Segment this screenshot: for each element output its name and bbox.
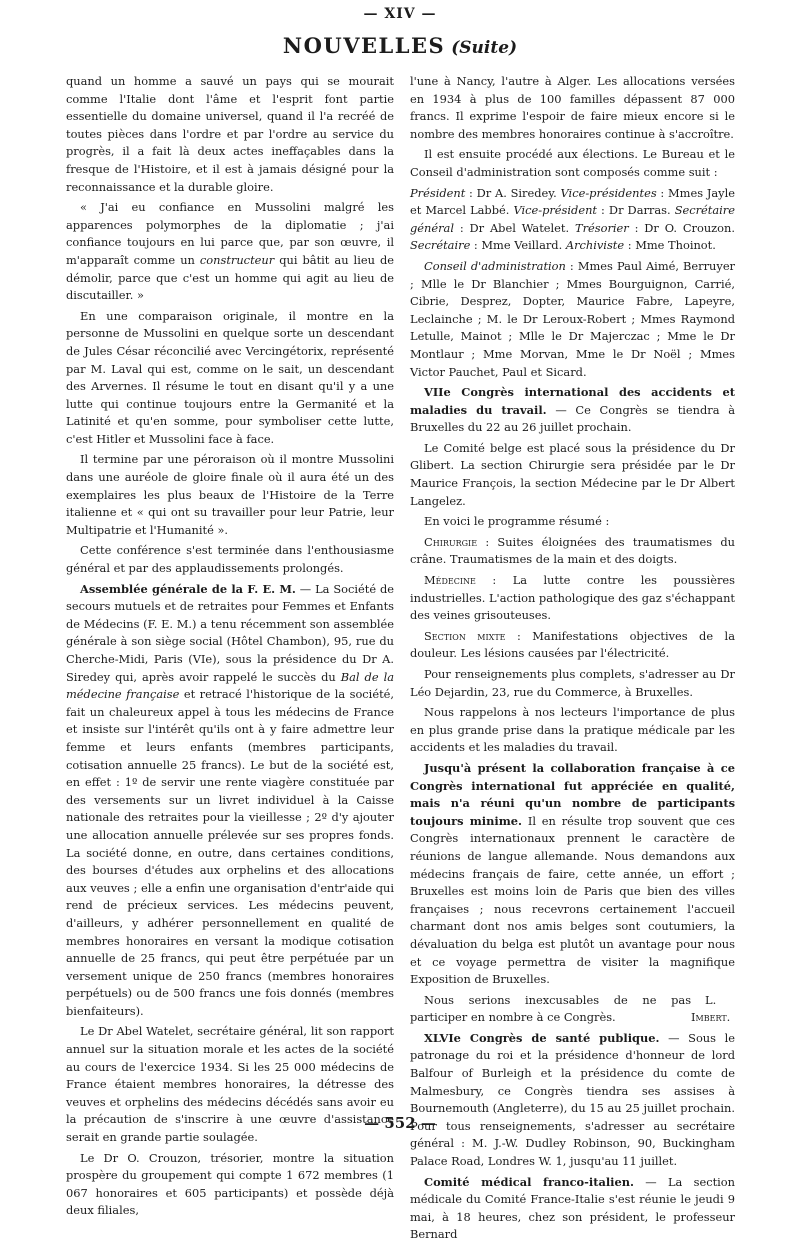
paragraph: l'une à Nancy, l'autre à Alger. Les allocations versées en 1934 à plus de 100 familles dépassent 87 000 francs. Il exprime l'espoir de faire mieux encore si le nombre des membres honoraires continue à s'accroître. <box>410 74 735 141</box>
paragraph: Comité médical franco-italien. — La section médicale du Comité France-Italie s'est réunie le jeudi 9 mai, à 18 heures, chez son président, le professeur Bernard <box>410 1174 735 1242</box>
paragraph: Il est ensuite procédé aux élections. Le Bureau et le Conseil d'administration sont composés comme suit : <box>410 147 735 179</box>
paragraph: Assemblée générale de la F. E. M. — La Société de secours mutuels et de retraites pour Femmes et Enfants de Médecins (F. E. M.) a tenu récemment son assemblée générale à son siège social (Hôtel Chambon), 95, rue du Cherche-Midi, Paris (VIe), sous la présidence du Dr A. Siredey qui, après avoir rappelé le succès du Bal de la médecine française et retracé l'historique de la société, fait un chaleureux appel à tous les médecins de France et insiste sur l'intérêt qu'ils ont à y faire admettre leur femme et leurs enfants (membres participants, cotisation annuelle 25 francs). Le but de la société est, en effet : 1º de servir une rente viagère constituée par des versements sur un livret individuel à la Caisse nationale des retraites pour la vieillesse ; 2º d'y ajouter une allocation annuelle prélevée sur ses propres fonds. La société donne, en outre, dans certaines conditions, des bourses d'études aux orphelins et des allocations aux veuves ; elle a enfin une organisation d'entr'aide qui rend de précieux services. Les médecins peuvent, d'ailleurs, y adhérer personnellement en qualité de membres honoraires en versant la modique cotisation annuelle de 25 francs, qui peut être perpétuée par un versement unique de 250 francs (membres honoraires perpétuels) ou de 500 francs une fois donnés (membres bienfaiteurs). <box>66 581 395 1018</box>
article-heading: Assemblée générale de la F. E. M. <box>80 581 296 596</box>
paragraph: Pour renseignements plus complets, s'adresser au Dr Léo Dejardin, 23, rue du Commerce, à Bruxelles. <box>410 667 735 699</box>
page-number: — 552 — <box>364 1114 436 1132</box>
paragraph: Président : Dr A. Siredey. Vice-présidentes : Mmes Jayle et Marcel Labbé. Vice-président : Dr Darras. Secrétaire général : Dr Abel Watelet. Trésorier : Dr O. Crouzon. Secrétaire : Mme Veillard. Archiviste : Mme Thoinot. <box>410 185 735 253</box>
paragraph: Nous rappelons à nos lecteurs l'importance de plus en plus grande prise dans la pratique médicale par les accidents et les maladies du travail. <box>410 705 735 755</box>
paragraph: Il termine par une péroraison où il montre Mussolini dans une auréole de gloire finale où il aura été un des exemplaires les plus beaux de l'Histoire de la Terre italienne et « qui ont su travailler pour leur Patrie, leur Multipatrie et l'Humanité ». <box>66 452 394 537</box>
signature: L. Imbert. <box>691 992 731 1025</box>
paragraph: Cette conférence s'est terminée dans l'enthousiasme général et par des applaudissements prolongés. <box>66 543 394 576</box>
paragraph: Le Dr O. Crouzon, trésorier, montre la situation prospère du groupement qui compte 1 672 membres (1 067 honoraires et 605 participants) et possède déjà deux filiales, <box>66 1150 394 1218</box>
section-subtitle: (Suite) <box>451 38 518 58</box>
paragraph: VIIe Congrès international des accidents et maladies du travail. — Ce Congrès se tiendra à Bruxelles du 22 au 26 juillet prochain. <box>410 385 735 435</box>
page-roman-number: — XIV — <box>363 6 437 22</box>
paragraph: XLVIe Congrès de santé publique. — Sous le patronage du roi et la présidence d'honneur de lord Balfour of Burleigh et la présidence du comte de Malmesbury, ce Congrès tiendra ses assises à Bournemouth (Angleterre), du 15 au 25 juillet prochain. Pour tous renseignements, s'adresser au secrétaire général : M. J.-W. Dudley Robinson, 90, Buckingham Palace Road, Londres W. 1, jusqu'au 11 juillet. <box>410 1030 735 1169</box>
paragraph: Le Comité belge est placé sous la présidence du Dr Glibert. La section Chirurgie sera présidée par le Dr Maurice François, la section Médecine par le Dr Albert Langelez. <box>410 440 735 508</box>
paragraph: En voici le programme résumé : <box>424 514 610 529</box>
paragraph: Le Dr Abel Watelet, secrétaire général, lit son rapport annuel sur la situation morale et les actes de la société au cours de l'exercice 1934. Si les 25 000 médecins de France étaient membres honoraires, la détresse des veuves et orphelins des médecins décédés sans avoir eu la précaution de s'inscrire à une œuvre d'assistance serait en grande partie soulagée. <box>66 1024 394 1145</box>
paragraph: Chirurgie : Suites éloignées des traumatismes du crâne. Traumatismes de la main et des doigts. <box>410 534 735 567</box>
paragraph: Conseil d'administration : Mmes Paul Aimé, Berruyer ; Mlle le Dr Blanchier ; Mmes Bourguignon, Carrié, Cibrie, Desprez, Dopter, Maurice Fabre, Lapeyre, Leclainche ; M. le Dr Leroux-Robert ; Mmes Raymond Letulle, Mainot ; Mlle le Dr Majerczac ; Mme le Dr Montlaur ; Mme Morvan, Mme le Dr Noël ; Mmes Victor Pauchet, Paul et Sicard. <box>410 258 736 379</box>
paragraph: En une comparaison originale, il montre en la personne de Mussolini en quelque sorte un descendant de Jules César réconcilié avec Vercingétorix, représenté par M. Laval qui est, comme on le sait, un descendant des Arvernes. Il résume le tout en disant qu'il y a une lutte qui continue toujours entre la Germanité et la Latinité et qu'en somme, pour symboliser cette lutte, c'est Hitler et Mussolini face à face. <box>66 308 394 446</box>
paragraph: « J'ai eu confiance en Mussolini malgré les apparences polymorphes de la diplomatie ; j'ai confiance toujours en lui parce que, par son œuvre, il m'apparaît comme un constructeur qui bâtit au lieu de démolir, parce que c'est un homme qui agit au lieu de discutailler. » <box>66 200 394 303</box>
paragraph: Jusqu'à présent la collaboration française à ce Congrès international fut appréciée en qualité, mais n'a réuni qu'un nombre de participants toujours minime. Il en résulte trop souvent que ces Congrès internationaux prennent le caractère de réunions de langue allemande. Nous demandons aux médecins français de faire, cette année, un effort ; Bruxelles est moins loin de Paris que bien des villes françaises ; nous recevrons certainement l'accueil charmant dont nos amis belges sont coutumiers, la dévaluation du belga est plutôt un avantage pour nous et ce voyage permettra de visiter la magnifique Exposition de Bruxelles. <box>410 760 736 987</box>
paragraph: Section mixte : Manifestations objectives de la douleur. Les lésions causées par l'électricité. <box>410 628 735 661</box>
article-heading: XLVIe Congrès de santé publique. <box>424 1030 660 1045</box>
section-title: NOUVELLES <box>282 33 446 58</box>
paragraph: Nous serions inexcusables de ne pas participer en nombre à ce Congrès. L. Imbert. <box>410 992 735 1027</box>
article-heading: Comité médical franco-italien. <box>424 1174 634 1189</box>
page-header <box>0 33 800 58</box>
right-column <box>410 73 735 1247</box>
left-column <box>66 73 394 1223</box>
paragraph: Médecine : La lutte contre les poussières industrielles. L'action pathologique des gaz s'échappant des veines grisouteuses. <box>410 573 735 623</box>
article-heading: VIIe Congrès international des accidents et maladies du travail. <box>410 385 735 417</box>
paragraph: quand un homme a sauvé un pays qui se mourait comme l'Italie dont l'âme et l'esprit font partie essentielle du domaine universel, quand il l'a recréé de toutes pièces dans l'ordre et par l'ordre au service du progrès, il a fait là deux actes ineffaçables dans la fresque de l'Histoire, et il est à jamais désigné pour la reconnaissance et la durable gloire. <box>66 74 394 194</box>
